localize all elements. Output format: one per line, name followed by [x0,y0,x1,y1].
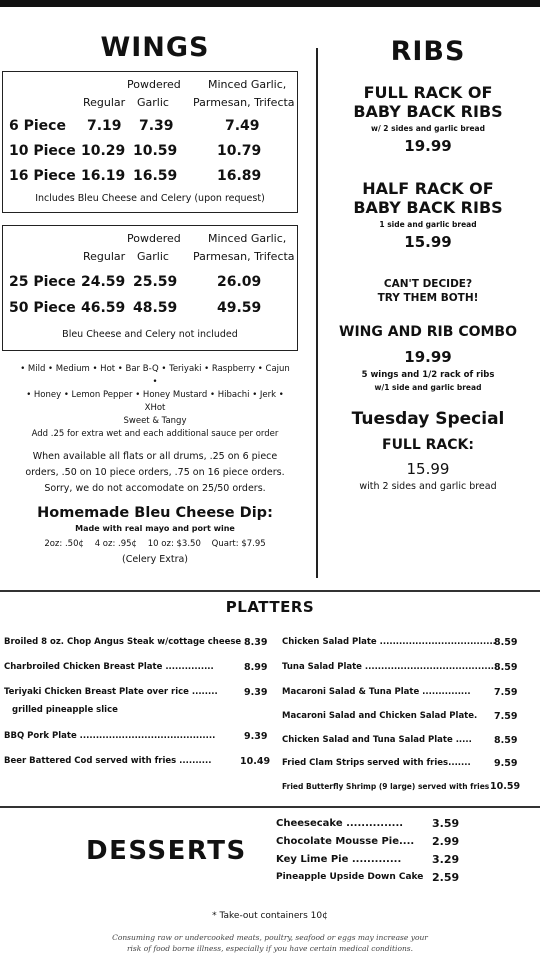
platter-price: 10.49 [240,756,271,767]
full-rack-sub: w/ 2 sides and garlic bread [371,124,485,133]
size-label: 10 Piece [9,143,76,159]
sauce-line: • Mild • Medium • Hot • Bar B-Q • Teriyaki • Raspberry • Cajun • [20,364,290,387]
platter-price: 10.59 [490,781,521,792]
header-minced: Minced Garlic, [208,232,287,245]
platter-price: 9.39 [244,731,268,742]
size-label: 16 Piece [9,168,76,184]
platter-item: Charbroiled Chicken Breast Plate ............... [4,662,214,672]
dessert-item: Cheesecake ............... [276,818,404,829]
header-parmesan: Parmesan, Trifecta [193,96,295,109]
wings-title: WINGS [100,32,210,63]
tuesday-title: Tuesday Special [351,409,505,429]
combo-price: 19.99 [404,348,452,366]
platter-price: 8.59 [494,637,518,648]
tuesday-price: 15.99 [406,460,450,478]
cant-decide [322,277,534,305]
price-regular: 7.19 [87,118,122,134]
price-garlic: 25.59 [133,274,178,290]
full-rack-title: FULL RACK OF [363,83,493,102]
full-rack-title: BABY BACK RIBS [353,102,503,121]
platter-price: 8.59 [494,662,518,673]
combo-title: WING AND RIB COMBO [339,324,517,340]
platter-price: 9.59 [494,758,518,769]
sauce-extra-note: Add .25 for extra wet and each additional sauce per order [31,429,279,439]
cant-decide-line: CAN'T DECIDE? [383,278,473,290]
price-regular: 46.59 [81,300,126,316]
size-label: 6 Piece [9,118,66,134]
platter-price: 9.39 [244,687,268,698]
header-garlic: Garlic [137,250,169,263]
platter-item: BBQ Pork Plate .......................................... [4,731,216,741]
wings-note-includes: Includes Bleu Cheese and Celery (upon request) [35,193,265,204]
price-garlic: 10.59 [133,143,178,159]
tuesday-line: FULL RACK: [382,437,474,453]
dessert-item: Chocolate Mousse Pie.... [276,836,415,847]
header-garlic: Garlic [137,96,169,109]
platters-divider-bottom [0,806,540,808]
avail-line: When available all flats or all drums, .25 on 6 piece [32,451,278,462]
sauce-line: • Honey • Lemon Pepper • Honey Mustard • Hibachi • Jerk • XHot [26,390,284,413]
ribs-title: RIBS [390,36,466,67]
half-rack-title: BABY BACK RIBS [353,198,503,217]
half-rack-title: HALF RACK OF [362,179,494,198]
header-parmesan: Parmesan, Trifecta [193,250,295,263]
dessert-price: 3.29 [432,853,460,866]
price-minced: 10.79 [217,143,262,159]
header-minced: Minced Garlic, [208,78,287,91]
combo [322,323,534,392]
tuesday-special [322,410,534,492]
dip-sizes: 2oz: .50¢ 4 oz: .95¢ 10 oz: $3.50 Quart: $7.95 [44,539,266,549]
tuesday-sub: with 2 sides and garlic bread [359,481,497,492]
wings-price-box-small [2,71,298,213]
full-rack-price: 19.99 [404,137,452,155]
half-rack-price: 15.99 [404,233,452,251]
avail-line: orders, .50 on 10 piece orders, .75 on 16 piece orders. [25,467,285,478]
header-powdered: Powdered [127,78,181,91]
platter-item: Broiled 8 oz. Chop Angus Steak w/cottage cheese [4,637,242,647]
dessert-price: 3.59 [432,817,460,830]
platter-item: Chicken Salad and Tuna Salad Plate ..... [282,735,472,745]
platters-divider-top [0,590,540,592]
combo-sub: w/1 side and garlic bread [374,383,482,392]
platter-item: Fried Butterfly Shrimp (9 large) served with fries [282,782,490,791]
half-rack-sub: 1 side and garlic bread [379,220,477,229]
platter-item: Chicken Salad Plate .................................... [282,637,496,647]
header-regular: Regular [83,250,126,263]
dessert-price: 2.59 [432,871,460,884]
platter-price: 8.39 [244,637,268,648]
platter-price: 7.59 [494,687,518,698]
platter-item: Teriyaki Chicken Breast Plate over rice ........ [4,687,218,697]
flats-drums-note [0,449,310,497]
price-minced: 7.49 [225,118,260,134]
size-label: 25 Piece [9,274,76,290]
wings-section [0,20,310,565]
platters-title: PLATTERS [225,598,315,616]
dip-celery-note: (Celery Extra) [122,554,188,565]
header-powdered: Powdered [127,232,181,245]
avail-line: Sorry, we do not accomodate on 25/50 orders. [44,483,266,494]
top-border [0,0,540,7]
warning-line: risk of food borne illness, especially if you have certain medical conditions. [126,944,414,953]
header-regular: Regular [83,96,126,109]
desserts-title: DESSERTS [86,836,247,866]
platter-item-continued: grilled pineapple slice [12,705,118,715]
full-rack [322,83,534,155]
platter-item: Macaroni Salad & Tuna Plate ............... [282,687,471,697]
combo-sub: 5 wings and 1/2 rack of ribs [361,370,495,380]
price-regular: 10.29 [81,143,126,159]
dessert-price: 2.99 [432,835,460,848]
price-minced: 26.09 [217,274,262,290]
consumer-warning [0,932,540,954]
dip-subtitle: Made with real mayo and port wine [75,524,235,533]
sauce-line: Sweet & Tangy [123,416,187,426]
platter-price: 7.59 [494,711,518,722]
cant-decide-line: TRY THEM BOTH! [377,292,479,304]
price-regular: 24.59 [81,274,126,290]
column-divider [316,48,318,578]
platter-item: Beer Battered Cod served with fries .......... [4,756,212,766]
price-minced: 49.59 [217,300,262,316]
platter-price: 8.59 [494,735,518,746]
warning-line: Consuming raw or undercooked meats, poultry, seafood or eggs may increase your [112,933,428,942]
half-rack [322,179,534,251]
dessert-item: Pineapple Upside Down Cake [276,872,424,882]
sauce-list [0,363,310,441]
ribs-section [322,20,534,492]
platter-item: Macaroni Salad and Chicken Salad Plate. [282,711,478,721]
platter-item: Fried Clam Strips served with fries....... [282,758,471,768]
platter-item: Tuna Salad Plate .......................................... [282,662,501,672]
price-regular: 16.19 [81,168,126,184]
price-garlic: 7.39 [139,118,174,134]
dessert-item: Key Lime Pie ............. [276,854,402,865]
dip-title: Homemade Bleu Cheese Dip: [37,505,273,521]
price-minced: 16.89 [217,168,262,184]
wings-note-not-included: Bleu Cheese and Celery not included [62,329,238,340]
price-garlic: 16.59 [133,168,178,184]
price-garlic: 48.59 [133,300,178,316]
takeout-note: * Take-out containers 10¢ [212,911,328,921]
platter-price: 8.99 [244,662,268,673]
wings-price-box-large [2,225,298,351]
size-label: 50 Piece [9,300,76,316]
